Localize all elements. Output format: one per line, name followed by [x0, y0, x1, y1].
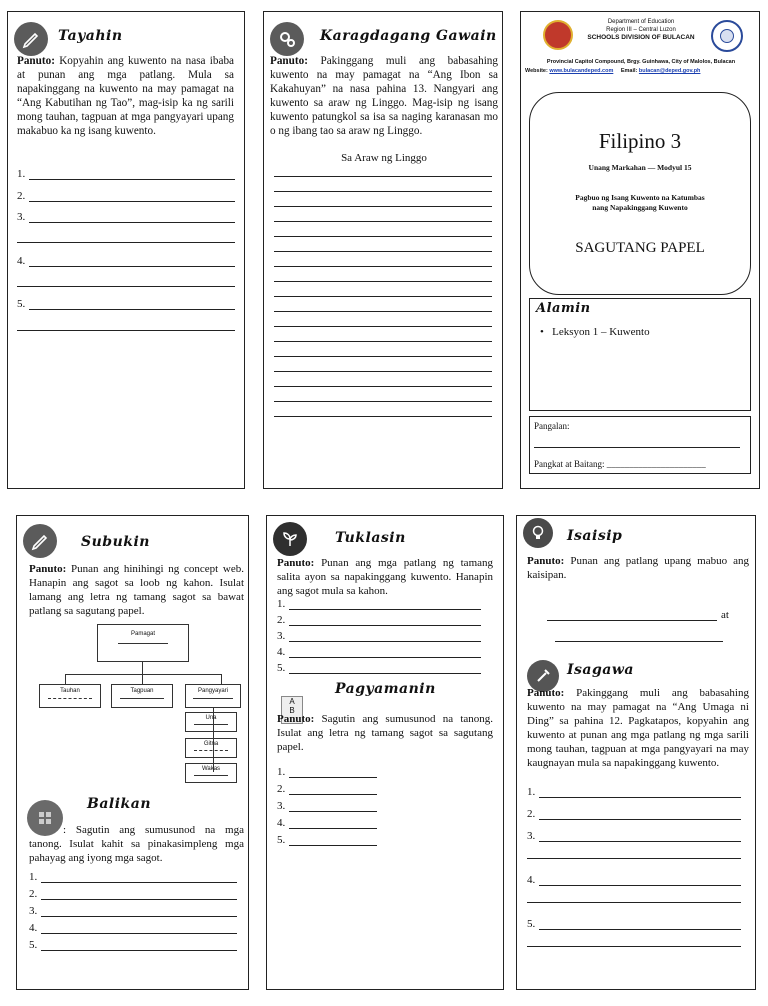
concept-box-characters: Tauhan: [39, 684, 101, 708]
writing-line[interactable]: [274, 401, 492, 402]
title-card: [529, 92, 751, 295]
pencil-icon: [14, 22, 48, 56]
item-number: 3.: [29, 905, 38, 917]
isaisip-panel: [516, 515, 756, 990]
answer-line[interactable]: [277, 817, 377, 831]
writing-line[interactable]: [274, 326, 492, 327]
instructions: [29, 562, 244, 618]
grade-section-field[interactable]: Pangkat at Baitang: ______________________: [534, 459, 706, 469]
writing-line[interactable]: [274, 341, 492, 342]
item-number: 4.: [29, 922, 38, 934]
concept-box-events: Pangyayari: [185, 684, 241, 708]
answer-line-5[interactable]: 5.: [17, 298, 235, 312]
isagawa-title: Isagawa: [567, 662, 634, 678]
instructions: [527, 554, 749, 582]
answer-line[interactable]: [277, 766, 377, 780]
answer-line[interactable]: [29, 871, 237, 885]
contact-line: Website: www.bulacandeped.com Email: bulacan@deped.gov.ph: [525, 68, 701, 74]
balikan-instructions: : Sagutin ang sumusunod na mga tanong. Isulat kahit sa pinakasimpleng mga pahayag ang iyong mga sagot.: [29, 824, 244, 864]
alamin-box: [529, 298, 751, 411]
instruction-text: Punan ang hinihingi ng concept web. Hanapin ang sagot sa loob ng kahon. Isulat lamang ang letra ng tamang sagot sa bawat patlang sa sagutang papel.: [29, 563, 245, 617]
answer-line[interactable]: [29, 922, 237, 936]
item-number: 5.: [527, 918, 536, 930]
lesson-item: • Leksyon 1 – Kuwento: [540, 326, 650, 338]
concept-box-setting: Tagpuan: [111, 684, 173, 708]
answer-line[interactable]: [29, 939, 237, 953]
story-subtitle: Sa Araw ng Linggo: [341, 152, 427, 164]
writing-line[interactable]: [274, 371, 492, 372]
item-number: 4.: [277, 817, 286, 829]
subject-title: Filipino 3: [598, 129, 682, 153]
section-title: Subukin: [81, 534, 150, 550]
panuto-label: Panuto:: [527, 687, 565, 699]
writing-line[interactable]: [274, 416, 492, 417]
section-title: Isaisip: [567, 528, 623, 544]
item-number: 2.: [29, 888, 38, 900]
item-number: 5.: [29, 939, 38, 951]
instructions: [277, 556, 493, 598]
cover-panel: [520, 11, 760, 489]
item-number: 2.: [527, 808, 536, 820]
panuto-label: Panuto:: [17, 55, 55, 67]
instructions: [17, 54, 234, 138]
answer-line[interactable]: [277, 598, 481, 612]
karagdagang-gawain-panel: [263, 11, 503, 489]
section-title: Karagdagang Gawain: [320, 28, 497, 44]
pencil-icon: [23, 524, 57, 558]
answer-line[interactable]: [527, 808, 741, 822]
answer-line-2[interactable]: 2.: [17, 190, 235, 204]
writing-line[interactable]: [274, 266, 492, 267]
address: Provincial Capitol Compound, Brgy. Guinhawa, City of Malolos, Bulacan: [546, 59, 736, 65]
balikan-title: Balikan: [87, 796, 151, 812]
writing-line[interactable]: [274, 296, 492, 297]
writing-line[interactable]: [527, 946, 741, 947]
abc-blocks-icon: A B: [281, 696, 303, 724]
instruction-text: Kopyahin ang kuwento na nasa ibaba at punan ang mga patlang. Mula sa napakinggang na kuwento na may pamagat na “Ang Kabutihan ng Tao”, mag-isip ka ng sarili mong tauhan, tagpuan at mga pangyayari upang makabuo ka ng isang kuwento.: [17, 55, 235, 137]
item-number: 2.: [277, 614, 286, 626]
answer-line-3b[interactable]: [17, 242, 235, 243]
answer-line[interactable]: [277, 646, 481, 660]
writing-line[interactable]: [527, 858, 741, 859]
item-number: 3.: [527, 830, 536, 842]
answer-line[interactable]: [277, 800, 377, 814]
sprout-icon: [273, 522, 307, 556]
answer-line[interactable]: [527, 918, 741, 932]
item-number: 2.: [277, 783, 286, 795]
writing-line[interactable]: [274, 206, 492, 207]
item-number: 1.: [29, 871, 38, 883]
writing-line[interactable]: [274, 251, 492, 252]
item-number: 3.: [277, 630, 286, 642]
writing-line[interactable]: [274, 311, 492, 312]
office-header: Department of Education Region III – Central Luzon SCHOOLS DIVISION OF BULACAN: [587, 19, 695, 41]
conjunction-text: at: [721, 609, 729, 621]
answer-line[interactable]: [527, 786, 741, 800]
writing-line[interactable]: [274, 386, 492, 387]
instruction-text: Punan ang patlang upang mabuo ang kaisipan.: [527, 555, 749, 581]
item-number: 5.: [277, 662, 286, 674]
item-number: 4.: [277, 646, 286, 658]
panuto-label: Panuto:: [277, 713, 315, 725]
concept-box-title: Pamagat: [97, 624, 189, 662]
quarter-module: Unang Markahan — Modyul 15: [588, 163, 692, 172]
panuto-label: Panuto:: [527, 555, 565, 567]
answer-line-5b[interactable]: [17, 330, 235, 331]
answer-line-1[interactable]: 1.: [17, 168, 235, 182]
item-number: 3.: [277, 800, 286, 812]
name-label: Pangalan:: [534, 421, 570, 431]
answer-line[interactable]: [277, 630, 481, 644]
writing-line[interactable]: [274, 236, 492, 237]
concept-box-beginning: Una: [185, 712, 237, 732]
answer-line-4b[interactable]: [17, 286, 235, 287]
panuto-label: Panuto:: [270, 55, 308, 67]
item-number: 4.: [527, 874, 536, 886]
pagyamanin-instructions: [277, 712, 493, 754]
lightbulb-icon: [523, 518, 553, 548]
instruction-text: Pakinggang muli ang babasahing kuwento na may pamagat na “Ang Ibon sa Kakahuyan” na nasa pahina 13. Nangyari ang kuwento sa araw ng Linggo. Mag-isip ng isang kuwento patungkol sa isa sa naging karanasan mo o ng ibang tao sa araw ng Linggo.: [270, 55, 498, 137]
instruction-text: Sagutin ang sumusunod na tanong. Isulat ang letra ng tamang sagot sa sagutang papel.: [277, 713, 494, 753]
tuklasin-panel: [266, 515, 504, 990]
email-link[interactable]: bulacan@deped.gov.ph: [638, 68, 701, 74]
alamin-title: Alamin: [536, 301, 591, 316]
answer-line[interactable]: [527, 830, 741, 844]
writing-line[interactable]: [274, 176, 492, 177]
instruction-text: Punan ang mga patlang ng tamang salita ayon sa napakinggang kuwento. Hanapin ang sagot mula sa kahon.: [277, 557, 494, 597]
panuto-label: Panuto:: [277, 557, 315, 569]
answer-line-3[interactable]: 3.: [17, 211, 235, 225]
name-field[interactable]: [534, 447, 740, 448]
instructions: [270, 54, 498, 138]
item-number: 1.: [277, 598, 286, 610]
deped-seal-icon: [711, 20, 743, 52]
website-link[interactable]: www.bulacandeped.com: [549, 68, 614, 74]
bulacan-seal-icon: [543, 20, 573, 50]
writing-line[interactable]: [527, 902, 741, 903]
answer-line[interactable]: [29, 888, 237, 902]
writing-line[interactable]: [274, 281, 492, 282]
writing-line[interactable]: [274, 191, 492, 192]
answer-line[interactable]: [277, 783, 377, 797]
answer-line[interactable]: [527, 874, 741, 888]
item-number: 1.: [277, 766, 286, 778]
answer-line[interactable]: [277, 662, 481, 676]
pagyamanin-title: Pagyamanin: [335, 681, 436, 697]
concept-box-end: Wakas: [185, 763, 237, 783]
panuto-label: Panuto:: [29, 563, 67, 575]
tayahin-panel: [7, 11, 245, 489]
blank-line-2[interactable]: [555, 641, 723, 642]
answer-line[interactable]: [29, 905, 237, 919]
writing-line[interactable]: [274, 221, 492, 222]
gears-icon: [270, 22, 304, 56]
isagawa-instructions: [527, 686, 749, 770]
student-info-box: [529, 416, 751, 474]
section-title: Tayahin: [58, 28, 123, 44]
answer-line[interactable]: [277, 614, 481, 628]
answer-line[interactable]: [277, 834, 377, 848]
item-number: 5.: [277, 834, 286, 846]
section-title: Tuklasin: [335, 530, 406, 546]
answer-sheet-label: SAGUTANG PAPEL: [575, 240, 705, 256]
blank-line-1[interactable]: [547, 620, 717, 621]
instruction-text: Pakinggang muli ang babasahing kuwento na may pamagat na “Ang Umaga ni Ding” sa pahina 12. Pagkatapos, kopyahin ang kuwento at punan ang mga patlang ng mga sarili mong tauhan, tagpuan at mga pangyayari na may kaugnayan mula sa napakinggang kuwento.: [527, 687, 749, 769]
subukin-panel: [16, 515, 249, 990]
writing-line[interactable]: [274, 356, 492, 357]
item-number: 1.: [527, 786, 536, 798]
answer-line-4[interactable]: 4.: [17, 255, 235, 269]
module-topic: Pagbuo ng Isang Kuwento na Katumbas nang Napakinggang Kuwento: [575, 193, 705, 212]
concept-box-middle: Gitna: [185, 738, 237, 758]
